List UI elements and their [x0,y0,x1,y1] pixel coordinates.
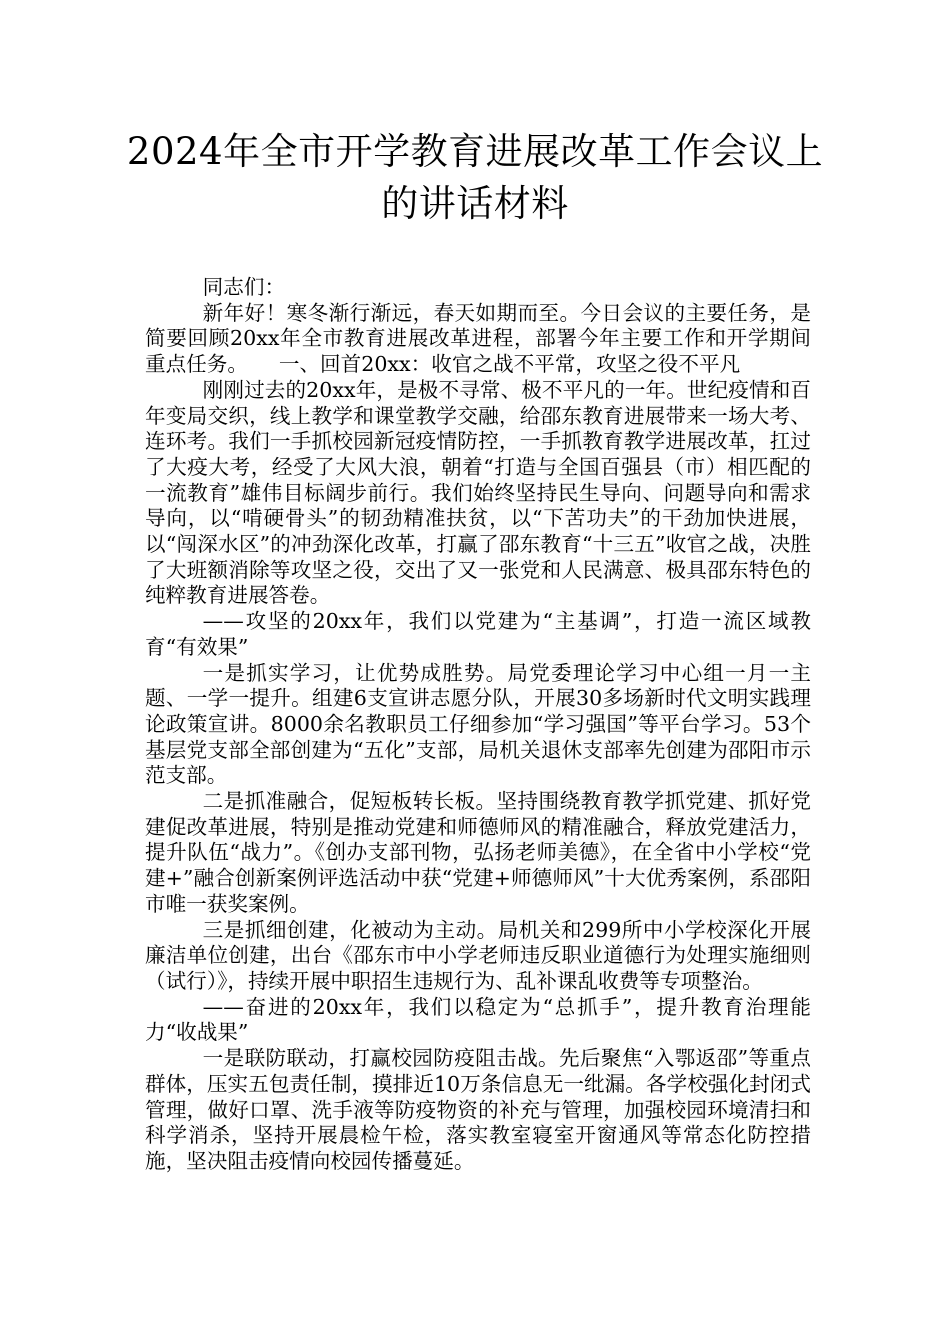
document-body [145,275,811,1175]
paragraph-creation: 三是抓细创建，化被动为主动。局机关和299所中小学校深化开展廉洁单位创建，出台《邵东市中小学老师违反职业道德行为处理实施细则（试行）》，持续开展中职招生违规行为、乱补课乱收费等专项整治。 [145,917,811,993]
paragraph-integration: 二是抓准融合，促短板转长板。坚持围绕教育教学抓党建、抓好党建促改革进展，特别是推动党建和师德师风的精准融合，释放党建活力，提升队伍“战力”。《创办支部刊物，弘扬老师美德》，在全省中小学校“党建+”融合创新案例评选活动中获“党建+师德师风”十大优秀案例，系邵阳市唯一获奖案例。 [145,789,811,916]
section-heading-stability: ——奋进的20xx年，我们以稳定为“总抓手”，提升教育治理能力“收战果” [145,994,811,1045]
paragraph-review: 刚刚过去的20xx年，是极不寻常、极不平凡的一年。世纪疫情和百年变局交织，线上教学和课堂教学交融，给邵东教育进展带来一场大考、连环考。我们一手抓校园新冠疫情防控，一手抓教育教学进展改革，扛过了大疫大考，经受了大风大浪，朝着“打造与全国百强县（市）相匹配的一流教育”雄伟目标阔步前行。我们始终坚持民生导向、问题导向和需求导向，以“啃硬骨头”的韧劲精准扶贫，以“下苦功夫”的干劲加快进展，以“闯深水区”的冲劲深化改革，打赢了邵东教育“十三五”收官之战，决胜了大班额消除等攻坚之役，交出了又一张党和人民满意、极具邵东特色的纯粹教育进展答卷。 [145,377,811,608]
document-title: 2024年全市开学教育进展改革工作会议上的讲话材料 [126,130,824,225]
salutation: 同志们： [202,275,286,299]
paragraph-epidemic-prevention: 一是联防联动，打赢校园防疫阻击战。先后聚焦“入鄂返邵”等重点群体，压实五包责任制，摸排近10万条信息无一纰漏。各学校强化封闭式管理，做好口罩、洗手液等防疫物资的补充与管理，加强校园环境清扫和科学消杀，坚持开展晨检午检，落实教室寝室开窗通风等常态化防控措施，坚决阻击疫情向校园传播蔓延。 [145,1046,811,1173]
section-heading-party-building: ——攻坚的20xx年，我们以党建为“主基调”，打造一流区域教育“有效果” [145,609,811,659]
paragraph-opening: 新年好！寒冬渐行渐远，春天如期而至。今日会议的主要任务，是简要回顾20xx年全市教育进展改革进程，部署今年主要工作和开学期间重点任务。 一、回首20xx：收官之战不平常，攻坚之役不平凡 [145,300,811,377]
paragraph-study: 一是抓实学习，让优势成胜势。局党委理论学习中心组一月一主题、一学一提升。组建6支宣讲志愿分队，开展30多场新时代文明实践理论政策宣讲。8000余名教职员工仔细参加“学习强国”等平台学习。53个基层党支部全部创建为“五化”支部，局机关退休支部率先创建为邵阳市示范支部。 [145,660,811,788]
